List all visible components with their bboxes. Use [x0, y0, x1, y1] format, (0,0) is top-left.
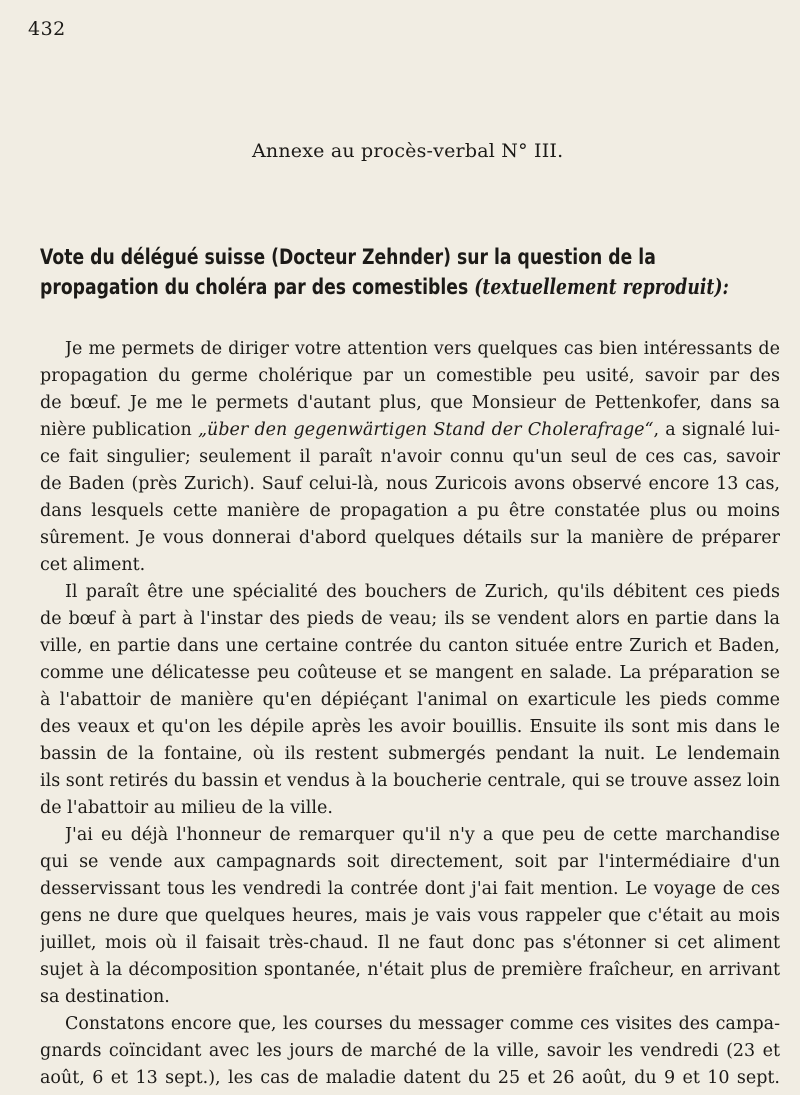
text-line — [40, 444, 780, 471]
text-line — [40, 552, 780, 579]
text-line — [40, 498, 780, 525]
text-line — [40, 1038, 780, 1065]
text-line — [65, 822, 780, 849]
text-line — [40, 525, 780, 552]
text-line — [40, 1065, 780, 1092]
line-text: desservissant tous les vendredi la contrée dont j'ai fait mention. Le voyage de ces — [40, 879, 780, 899]
text-line — [40, 903, 780, 930]
text-line — [40, 687, 780, 714]
text-line — [40, 768, 780, 795]
text-line — [65, 1011, 780, 1038]
line-text: nière publication — [40, 420, 192, 440]
text-line — [40, 606, 780, 633]
heading-main: Vote du délégué suisse (Docteur Zehnder) sur la question de la propagation du choléra par des comestibles — [40, 245, 656, 299]
line-text: des veaux et qu'on les dépile après les avoir bouillis. Ensuite ils sont mis dans le — [40, 717, 780, 737]
text-line — [65, 336, 780, 363]
text-line — [40, 390, 780, 417]
text-line — [40, 741, 780, 768]
text-line — [40, 363, 780, 390]
line-text: à l'abattoir de manière qu'en dépiéçant l'animal on exarticule les pieds comme — [40, 690, 780, 710]
text-line — [40, 471, 780, 498]
line-text: Je me permets de diriger votre attention vers quelques cas bien intéressants de — [65, 339, 780, 359]
line-text: Constatons encore que, les courses du messager comme ces visites des campa- — [65, 1014, 780, 1034]
line-text: comme une délicatesse peu coûteuse et se mangent en salade. La préparation se — [40, 663, 780, 683]
annex-title: Annexe au procès-verbal N° III. — [252, 140, 564, 162]
text-line — [40, 633, 780, 660]
line-text: propagation du germe cholérique par un comestible peu usité, savoir par des — [40, 366, 780, 386]
heading-sub: (textuellement reproduit): — [474, 274, 729, 299]
line-text: sûrement. Je vous donnerai d'abord quelques détails sur la manière de préparer — [40, 528, 780, 548]
text-line — [40, 795, 780, 822]
text-line — [65, 579, 780, 606]
line-text: août, 6 et 13 sept.), les cas de maladie datent du 25 et 26 août, du 9 et 10 sept. — [40, 1068, 780, 1088]
line-text: ce fait singulier; seulement il paraît n'avoir connu qu'un seul de ces cas, savoir — [40, 447, 780, 467]
line-text: sa destination. — [40, 987, 170, 1007]
line-text-after: , a signalé lui- — [653, 420, 780, 440]
text-line — [40, 930, 780, 957]
text-line — [40, 660, 780, 687]
line-text: ville, en partie dans une certaine contrée du canton située entre Zurich et Baden, — [40, 636, 780, 656]
text-line — [40, 957, 780, 984]
line-text: de Baden (près Zurich). Sauf celui-là, nous Zuricois avons observé encore 13 cas, — [40, 474, 780, 494]
line-text: gnards coïncidant avec les jours de marché de la ville, savoir les vendredi (23 et — [40, 1041, 780, 1061]
text-line — [40, 849, 780, 876]
line-text: bassin de la fontaine, où ils restent submergés pendant la nuit. Le lendemain — [40, 744, 780, 764]
line-text: qui se vende aux campagnards soit directement, soit par l'intermédiaire d'un — [40, 852, 780, 872]
line-text: Il paraît être une spécialité des bouchers de Zurich, qu'ils débitent ces pieds — [65, 582, 780, 602]
line-text: ils sont retirés du bassin et vendus à la boucherie centrale, qui se trouve assez loin — [40, 771, 780, 791]
section-heading — [40, 242, 778, 302]
page-number: 432 — [28, 18, 66, 40]
line-text: sujet à la décomposition spontanée, n'était plus de première fraîcheur, en arrivant — [40, 960, 780, 980]
line-text: de bœuf à part à l'instar des pieds de veau; ils se vendent alors en partie dans la — [40, 609, 780, 629]
line-text: J'ai eu déjà l'honneur de remarquer qu'il n'y a que peu de cette marchandise — [65, 825, 780, 845]
text-line — [40, 417, 780, 444]
line-text: dans lesquels cette manière de propagation a pu être constatée plus ou moins — [40, 501, 780, 521]
publication-title: „über den gegenwärtigen Stand der Cholerafrage“ — [197, 420, 654, 440]
text-line — [40, 876, 780, 903]
line-text: gens ne dure que quelques heures, mais je vais vous rappeler que c'était au mois — [40, 906, 780, 926]
text-line — [40, 714, 780, 741]
line-text: de l'abattoir au milieu de la ville. — [40, 798, 333, 818]
line-text: cet aliment. — [40, 555, 146, 575]
line-text: de bœuf. Je me le permets d'autant plus, que Monsieur de Pettenkofer, dans sa — [40, 393, 780, 413]
line-text: juillet, mois où il faisait très-chaud. Il ne faut donc pas s'étonner si cet aliment — [40, 933, 780, 953]
text-line — [40, 984, 780, 1011]
